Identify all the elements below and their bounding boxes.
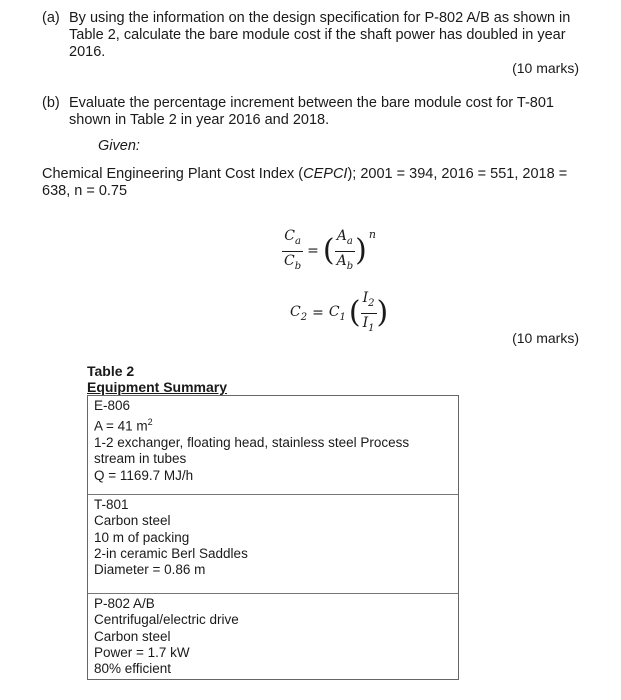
formula-2-c1: $C_1$ — [328, 303, 346, 323]
part-a-line-2: Table 2, calculate the bare module cost if the shaft power has doubled in year — [69, 27, 566, 43]
formula-1-lhs: $\frac{C_a}{C_b}$ — [284, 228, 302, 272]
cepci-post: ); 2001 = 394, 2016 = 551, 2018 = — [347, 166, 568, 182]
right-paren: ) — [376, 295, 389, 331]
part-b-marks: (10 marks) — [512, 330, 579, 346]
equipment-summary-table — [87, 395, 459, 680]
left-paren: ( — [322, 233, 335, 269]
table-caption: Equipment Summary — [87, 379, 228, 395]
formula-2-ratio: $\frac{I_2}{I_1}$ — [362, 290, 375, 334]
p802-power: Power = 1.7 kW — [94, 644, 190, 660]
t801-packing: 10 m of packing — [94, 529, 190, 545]
part-a-line-1: By using the information on the design specification for P-802 A/B as shown in — [69, 10, 571, 26]
formula-cost-index — [290, 290, 388, 337]
cepci-abbr: CEPCI — [303, 166, 348, 182]
cepci-pre: Chemical Engineering Plant Cost Index ( — [42, 166, 304, 182]
e806-desc-1: 1-2 exchanger, floating head, stainless steel Process — [94, 435, 410, 451]
part-a-marks: (10 marks) — [512, 60, 579, 76]
p802-efficiency: 80% efficient — [94, 661, 172, 677]
part-b-line-2: shown in Table 2 in year 2016 and 2018. — [69, 112, 330, 128]
e806-desc-2: stream in tubes — [94, 451, 187, 467]
e806-area: A = 41 $m^2$ — [94, 417, 153, 434]
formula-1-rhs: $\frac{A_a}{A_b}$ — [336, 228, 354, 272]
t801-material: Carbon steel — [94, 513, 171, 529]
formula-2-equals: = — [312, 305, 324, 322]
left-paren: ( — [348, 295, 361, 331]
part-a-line-3: 2016. — [69, 44, 106, 60]
part-b-question — [69, 95, 581, 129]
cepci-line-1 — [42, 166, 582, 183]
part-a-label: (a) — [42, 10, 60, 26]
t801-saddles: 2-in ceramic Berl Saddles — [94, 545, 248, 561]
e806-name: E-806 — [94, 398, 131, 413]
right-paren: ) — [355, 233, 367, 269]
formula-2-lhs: $C_2$ — [290, 303, 308, 323]
given-label: Given: — [98, 138, 140, 154]
p802-type: Centrifugal/electric drive — [94, 612, 239, 628]
table-row-t801 — [88, 495, 458, 594]
formula-1-exponent: n — [368, 228, 376, 241]
table-row-p802 — [88, 594, 458, 679]
formula-1-equals: = — [307, 243, 319, 260]
part-a-question — [69, 10, 581, 61]
table-row-e806 — [88, 396, 458, 495]
table-label: Table 2 — [87, 363, 135, 379]
p802-name: P-802 A/B — [94, 596, 155, 611]
formula-capacity-scaling — [282, 228, 376, 275]
cepci-statement — [42, 166, 582, 200]
t801-diameter: Diameter = 0.86 m — [94, 562, 206, 578]
part-b-label: (b) — [42, 95, 60, 111]
e806-duty: Q = 1169.7 MJ/h — [94, 467, 194, 483]
p802-material: Carbon steel — [94, 628, 171, 644]
cepci-line-2: 638, n = 0.75 — [42, 183, 128, 199]
part-b-line-1: Evaluate the percentage increment between the bare module cost for T-801 — [69, 95, 554, 111]
t801-name: T-801 — [94, 497, 129, 512]
